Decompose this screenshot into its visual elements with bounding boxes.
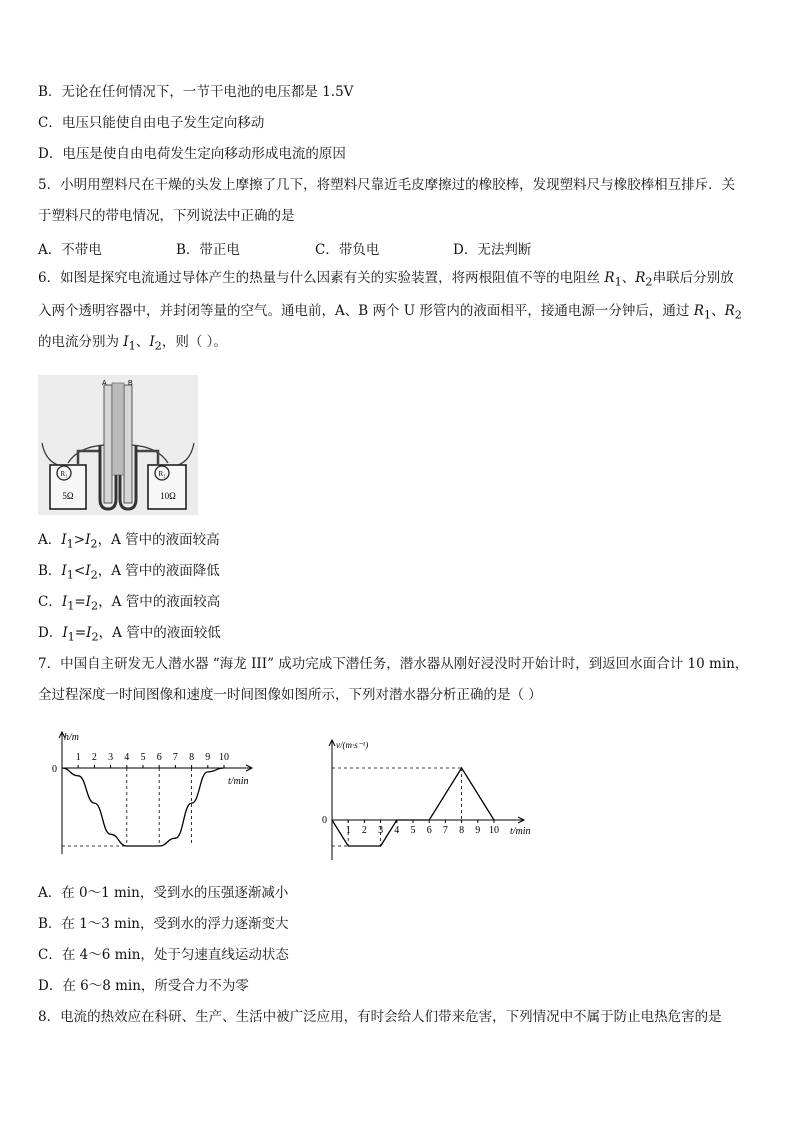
q5-option-a: A．不带电	[38, 242, 102, 258]
x-tick-label: 5	[140, 752, 146, 763]
x-tick-label: 10	[489, 825, 499, 836]
x-tick-label: 6	[156, 752, 162, 763]
depth-curve	[62, 768, 224, 846]
x-tick-label: 2	[91, 752, 97, 763]
left-resistance-value: 5Ω	[62, 491, 74, 501]
q5-options	[38, 238, 758, 256]
q6-option-a: A．$I_1>I_2$，A 管中的液面较高	[38, 532, 220, 551]
x-tick-label: 3	[108, 752, 114, 763]
q6-option-b: B．$I_1<I_2$，A 管中的液面降低	[38, 563, 220, 582]
x-tick-label: 7	[442, 825, 448, 836]
q7-stem-line1: 7．中国自主研发无人潜水器 “海龙 III” 成功完成下潜任务，潜水器从刚好浸没时开始计时，到返回水面合计 10 min，	[38, 656, 749, 672]
q5-option-b: B．带正电	[176, 242, 240, 258]
q4-option-d: D．电压是使自由电荷发生定向移动形成电流的原因	[38, 146, 346, 162]
q5-stem-line1: 5．小明用塑料尺在干燥的头发上摩擦了几下，将塑料尺靠近毛皮摩擦过的橡胶棒，发现塑料尺与橡胶棒相互排斥．关	[38, 177, 736, 193]
q8-stem: 8．电流的热效应在科研、生产、生活中被广泛应用，有时会给人们带来危害，下列情况中不属于防止电热危害的是	[38, 1009, 722, 1025]
h-axis-label: h/m	[64, 732, 79, 743]
x-tick-label: 4	[124, 752, 130, 763]
q6-stem-line3: 的电流分别为 $I_1$、$I_2$，则（ ）。	[38, 334, 227, 353]
q4-option-b: B．无论在任何情况下，一节干电池的电压都是 1.5V	[38, 84, 354, 100]
x-tick-label: 9	[205, 752, 211, 763]
x-tick-label: 1	[345, 825, 351, 836]
left-resistor-label: R₁	[60, 470, 68, 478]
x-tick-label: 8	[189, 752, 195, 763]
x-tick-label: 9	[475, 825, 481, 836]
q7-stem-line2: 全过程深度一时间图像和速度一时间图像如图所示，下列对潜水器分析正确的是（ ）	[38, 687, 542, 703]
x-tick-label: 1	[75, 752, 81, 763]
q6-stem-line2: 入两个透明容器中，并封闭等量的空气。通电前，A、B 两个 U 形管内的液面相平，接通电源一分钟后，通过 $R_1$、$R_2$	[38, 303, 742, 322]
tube-b-label: B	[128, 380, 133, 387]
q7-option-b: B．在 1～3 min，受到水的浮力逐渐变大	[38, 916, 289, 932]
x-tick-label: 2	[361, 825, 367, 836]
x-tick-label: 8	[459, 825, 465, 836]
v-axis-label: v/(m·s⁻¹)	[336, 740, 369, 750]
q6-apparatus-figure	[38, 375, 198, 515]
x-tick-label: 3	[378, 825, 384, 836]
q6-stem-line1: 6．如图是探究电流通过导体产生的热量与什么因素有关的实验装置，将两根阻值不等的电阻丝 $R_1$、$R_2$串联后分别放	[38, 270, 734, 289]
t-axis-label: t/min	[510, 826, 531, 837]
origin-label: 0	[322, 815, 327, 826]
right-resistor-label: R₂	[158, 470, 166, 478]
x-tick-label: 10	[219, 752, 229, 763]
x-tick-label: 4	[394, 825, 400, 836]
q7-option-d: D．在 6～8 min，所受合力不为零	[38, 978, 249, 994]
x-tick-label: 6	[426, 825, 432, 836]
q7-option-a: A．在 0～1 min，受到水的压强逐渐减小	[38, 885, 289, 901]
depth-time-graph	[48, 728, 270, 858]
q5-stem-line2: 于塑料尺的带电情况，下列说法中正确的是	[38, 208, 295, 224]
q6-option-c: C．$I_1=I_2$，A 管中的液面较高	[38, 594, 221, 613]
q6-option-d: D．$I_1=I_2$，A 管中的液面较低	[38, 625, 221, 644]
x-tick-label: 7	[172, 752, 178, 763]
velocity-time-graph	[316, 736, 546, 866]
t-axis-label: t/min	[228, 776, 249, 787]
q7-option-c: C．在 4～6 min，处于匀速直线运动状态	[38, 947, 289, 963]
q5-option-d: D．无法判断	[453, 242, 532, 258]
q5-option-c: C．带负电	[315, 242, 380, 258]
x-tick-label: 5	[410, 825, 416, 836]
tube-a-label: A	[102, 380, 107, 387]
right-resistance-value: 10Ω	[160, 491, 176, 501]
origin-label: 0	[52, 764, 57, 775]
q4-option-c: C．电压只能使自由电子发生定向移动	[38, 115, 265, 131]
